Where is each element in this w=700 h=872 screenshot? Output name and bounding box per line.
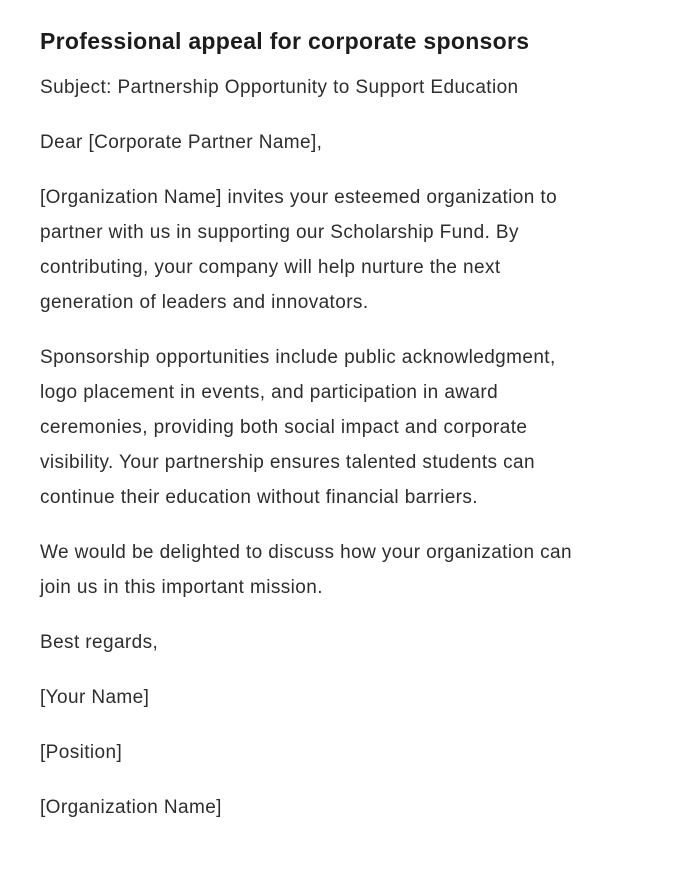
- subject-line: Subject: Partnership Opportunity to Support Education: [40, 77, 519, 98]
- signature-position-placeholder: [Position]: [40, 742, 123, 763]
- signature-name-placeholder: [Your Name]: [40, 687, 150, 708]
- body-paragraph-intro: [Organization Name] invites your esteemed organization to partner with us in supporting our Scholarship Fund. By contributing, your company will help nurture the next generation of leaders and innovators.: [40, 187, 558, 313]
- body-paragraph-sponsorship: Sponsorship opportunities include public acknowledgment, logo placement in events, and participation in award ceremonies, providing both social impact and corporate visibility. Your partnership ensures talented students can continue their education without financial barriers.: [40, 347, 556, 508]
- page-title: Professional appeal for corporate sponsors: [40, 28, 530, 54]
- closing-line: Best regards,: [40, 632, 159, 653]
- signature-organization-placeholder: [Organization Name]: [40, 797, 222, 818]
- body-paragraph-invitation: We would be delighted to discuss how your organization can join us in this important mission.: [40, 542, 572, 598]
- salutation-line: Dear [Corporate Partner Name],: [40, 132, 323, 153]
